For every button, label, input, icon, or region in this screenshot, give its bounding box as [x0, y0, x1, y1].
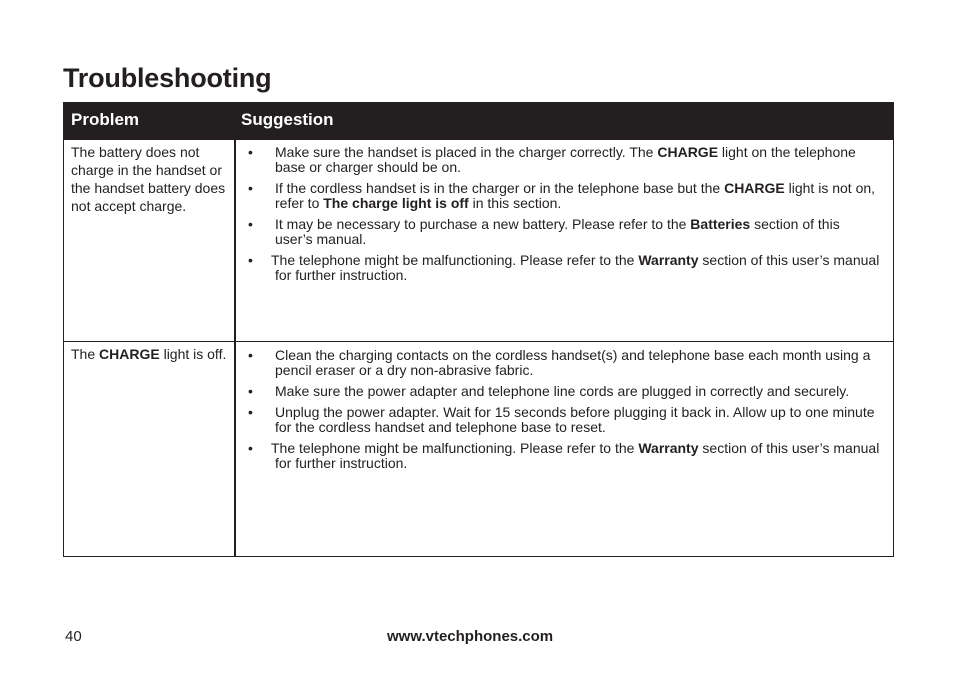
- bullet-icon: •: [248, 216, 253, 232]
- page-number: 40: [65, 628, 82, 645]
- suggestion-list-1: [240, 145, 880, 289]
- suggestion-item: • If the cordless handset is in the charger or in the telephone base but the CHARGE light is not on, refer to The charge light is off in this section.: [248, 180, 876, 211]
- problem-cell-1: The battery does not charge in the handset or the handset battery does not accept charge.: [71, 144, 226, 214]
- bullet-icon: •: [248, 180, 253, 196]
- suggestion-item: • Make sure the power adapter and telephone line cords are plugged in correctly and securely.: [248, 383, 850, 399]
- table-header: [64, 103, 893, 140]
- suggestion-item: • Unplug the power adapter. Wait for 15 seconds before plugging it back in. Allow up to one minute for the cordless handset and telephone base to reset.: [248, 404, 875, 435]
- suggestion-item: • Make sure the handset is placed in the charger correctly. The CHARGE light on the telephone base or charger should be on.: [248, 144, 856, 175]
- bullet-icon: •: [248, 347, 253, 363]
- bullet-icon: •: [248, 440, 253, 456]
- header-problem: Problem: [71, 110, 140, 129]
- row-divider: [64, 341, 893, 342]
- website-url: www.vtechphones.com: [387, 628, 554, 645]
- page-title: Troubleshooting: [63, 63, 272, 93]
- column-divider: [234, 140, 236, 556]
- suggestion-item: • It may be necessary to purchase a new battery. Please refer to the Batteries section of this user’s manual.: [248, 216, 840, 247]
- suggestion-item: • Clean the charging contacts on the cordless handset(s) and telephone base each month using a pencil eraser or a dry non-abrasive fabric.: [248, 347, 871, 378]
- problem-cell-2: The CHARGE light is off.: [71, 346, 227, 362]
- header-suggestion: Suggestion: [241, 110, 334, 129]
- troubleshooting-table: [63, 102, 894, 557]
- bullet-icon: •: [248, 144, 253, 160]
- suggestion-item: • The telephone might be malfunctioning. Please refer to the Warranty section of this user’s manual for further instruction.: [248, 252, 880, 283]
- bullet-icon: •: [248, 404, 253, 420]
- suggestion-item: • The telephone might be malfunctioning. Please refer to the Warranty section of this user’s manual for further instruction.: [248, 440, 880, 471]
- bullet-icon: •: [248, 252, 253, 268]
- suggestion-list-2: [240, 348, 880, 477]
- bullet-icon: •: [248, 383, 253, 399]
